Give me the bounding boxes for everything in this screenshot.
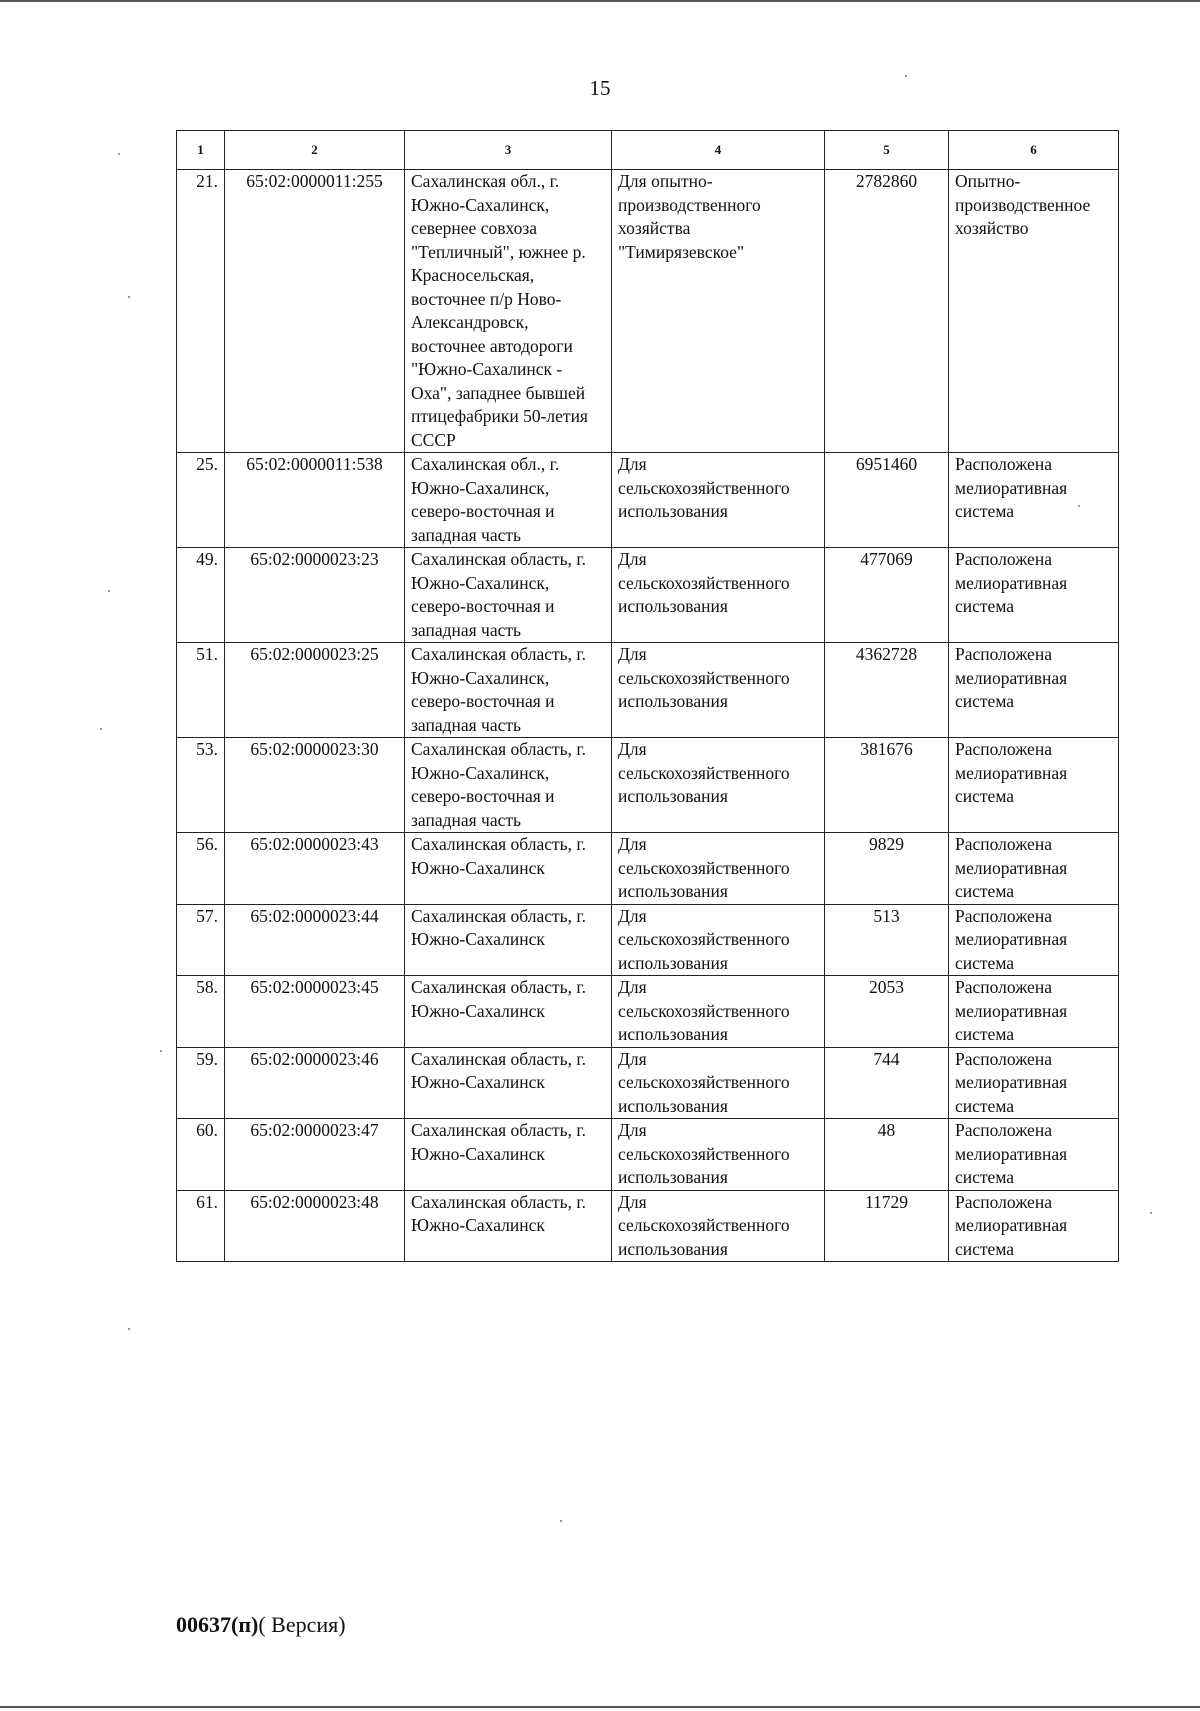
page-number: 15 [589,76,611,100]
row-number-cell: 51. [177,643,225,738]
header-col-3: 3 [405,131,612,170]
area-value-cell: 744 [825,1047,949,1119]
row-number-cell: 58. [177,976,225,1048]
location-address-cell: Сахалинская область, г. Южно-Сахалинск [405,1119,612,1191]
note-cell: Расположена мелиоративная система [949,548,1119,643]
land-plots-table [176,130,1119,1262]
header-col-2: 2 [225,131,405,170]
area-value-cell: 11729 [825,1190,949,1262]
permitted-use-cell: Для опытно-производственного хозяйства "Тимирязевское" [612,170,825,453]
note-cell: Расположена мелиоративная система [949,738,1119,833]
table-row [177,170,1119,453]
cadastral-number-cell: 65:02:0000023:47 [225,1119,405,1191]
row-number-cell: 59. [177,1047,225,1119]
permitted-use-cell: Для сельскохозяйственного использования [612,1119,825,1191]
permitted-use-cell: Для сельскохозяйственного использования [612,1047,825,1119]
location-address-cell: Сахалинская область, г. Южно-Сахалинск [405,833,612,905]
scan-speck [100,728,102,730]
scan-edge-bottom [0,1706,1200,1708]
table-row [177,976,1119,1048]
row-number-cell: 60. [177,1119,225,1191]
note-cell: Расположена мелиоративная система [949,833,1119,905]
area-value-cell: 9829 [825,833,949,905]
note-cell: Опытно-производственное хозяйство [949,170,1119,453]
permitted-use-cell: Для сельскохозяйственного использования [612,453,825,548]
table-row [177,643,1119,738]
footer-suffix: ( Версия) [258,1612,346,1637]
location-address-cell: Сахалинская область, г. Южно-Сахалинск, северо-восточная и западная часть [405,738,612,833]
area-value-cell: 2053 [825,976,949,1048]
area-value-cell: 4362728 [825,643,949,738]
permitted-use-cell: Для сельскохозяйственного использования [612,976,825,1048]
row-number-cell: 61. [177,1190,225,1262]
cadastral-number-cell: 65:02:0000023:44 [225,904,405,976]
table-row [177,833,1119,905]
location-address-cell: Сахалинская область, г. Южно-Сахалинск [405,904,612,976]
scan-speck [108,590,110,592]
location-address-cell: Сахалинская область, г. Южно-Сахалинск [405,1047,612,1119]
cadastral-number-cell: 65:02:0000023:48 [225,1190,405,1262]
scan-speck [905,75,907,77]
header-col-1: 1 [177,131,225,170]
scan-speck [1150,1212,1152,1214]
location-address-cell: Сахалинская область, г. Южно-Сахалинск, северо-восточная и западная часть [405,643,612,738]
row-number-cell: 57. [177,904,225,976]
location-address-cell: Сахалинская обл., г. Южно-Сахалинск, северо-восточная и западная часть [405,453,612,548]
location-address-cell: Сахалинская обл., г. Южно-Сахалинск, севернее совхоза "Тепличный", южнее р. Красносельская, восточнее п/р Ново-Александровск, восточнее автодороги "Южно-Сахалинск - Оха", западнее бывшей птицефабрики 50-летия СССР [405,170,612,453]
area-value-cell: 381676 [825,738,949,833]
cadastral-number-cell: 65:02:0000023:30 [225,738,405,833]
cadastral-number-cell: 65:02:0000023:23 [225,548,405,643]
header-col-5: 5 [825,131,949,170]
cadastral-number-cell: 65:02:0000023:43 [225,833,405,905]
scan-edge-top [0,0,1200,2]
area-value-cell: 477069 [825,548,949,643]
note-cell: Расположена мелиоративная система [949,976,1119,1048]
table-header-row [177,131,1119,170]
scan-speck [128,1328,130,1330]
table-row [177,1119,1119,1191]
note-cell: Расположена мелиоративная система [949,1047,1119,1119]
area-value-cell: 6951460 [825,453,949,548]
header-col-4: 4 [612,131,825,170]
permitted-use-cell: Для сельскохозяйственного использования [612,548,825,643]
permitted-use-cell: Для сельскохозяйственного использования [612,833,825,905]
note-cell: Расположена мелиоративная система [949,643,1119,738]
location-address-cell: Сахалинская область, г. Южно-Сахалинск [405,1190,612,1262]
row-number-cell: 53. [177,738,225,833]
document-footer [176,1612,346,1638]
table-row [177,738,1119,833]
scan-speck [560,1520,562,1522]
row-number-cell: 25. [177,453,225,548]
table-row [177,1047,1119,1119]
footer-code: 00637(п) [176,1612,259,1637]
location-address-cell: Сахалинская область, г. Южно-Сахалинск, северо-восточная и западная часть [405,548,612,643]
permitted-use-cell: Для сельскохозяйственного использования [612,904,825,976]
cadastral-number-cell: 65:02:0000011:538 [225,453,405,548]
scan-speck [128,296,130,298]
area-value-cell: 513 [825,904,949,976]
cadastral-number-cell: 65:02:0000023:46 [225,1047,405,1119]
scan-speck [1078,505,1080,507]
location-address-cell: Сахалинская область, г. Южно-Сахалинск [405,976,612,1048]
table-row [177,1190,1119,1262]
row-number-cell: 21. [177,170,225,453]
header-col-6: 6 [949,131,1119,170]
cadastral-number-cell: 65:02:0000023:45 [225,976,405,1048]
permitted-use-cell: Для сельскохозяйственного использования [612,643,825,738]
cadastral-number-cell: 65:02:0000023:25 [225,643,405,738]
note-cell: Расположена мелиоративная система [949,1190,1119,1262]
row-number-cell: 49. [177,548,225,643]
permitted-use-cell: Для сельскохозяйственного использования [612,738,825,833]
table-row [177,548,1119,643]
area-value-cell: 48 [825,1119,949,1191]
note-cell: Расположена мелиоративная система [949,453,1119,548]
table-row [177,453,1119,548]
scan-speck [118,153,120,155]
row-number-cell: 56. [177,833,225,905]
area-value-cell: 2782860 [825,170,949,453]
cadastral-number-cell: 65:02:0000011:255 [225,170,405,453]
table-row [177,904,1119,976]
permitted-use-cell: Для сельскохозяйственного использования [612,1190,825,1262]
scan-speck [160,1050,162,1052]
note-cell: Расположена мелиоративная система [949,904,1119,976]
note-cell: Расположена мелиоративная система [949,1119,1119,1191]
